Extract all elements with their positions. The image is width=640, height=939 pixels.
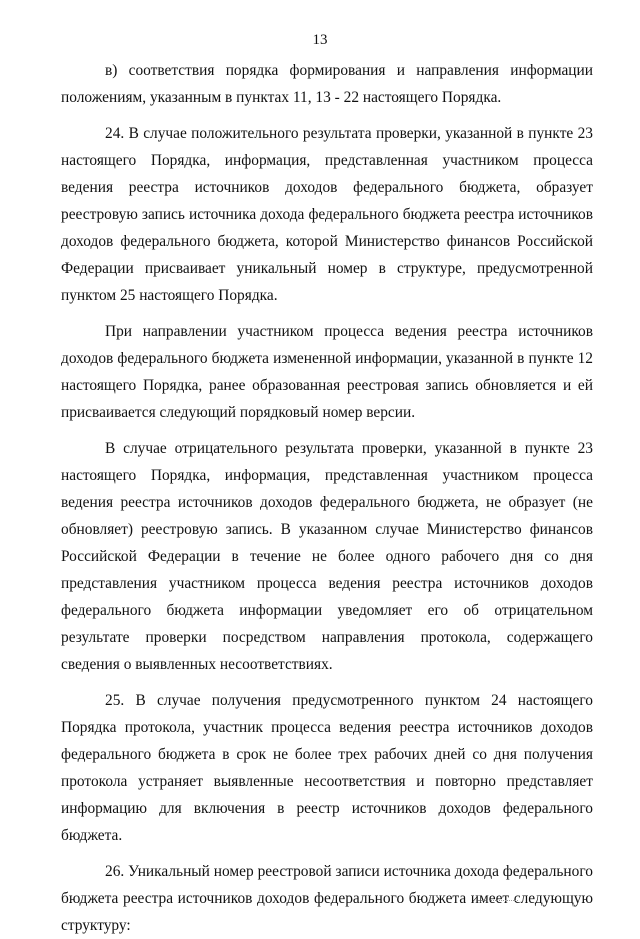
paragraph-changed-info: При направлении участником процесса ведения реестра источников доходов федерального бюджета измененной информации, указанной в пункте 12 настоящего Порядка, ранее образованная реестровая запись обновляется и ей присваивается следующий порядковый номер версии. [61,323,593,421]
paragraph-25: 25. В случае получения предусмотренного пунктом 24 настоящего Порядка протокола, участник процесса ведения реестра источников доходов федерального бюджета в срок не более трех рабочих дней со дня получения протокола устраняет выявленные несоответствия и повторно представляет информацию для включения в реестр источников доходов федерального бюджета. [61,692,593,844]
paragraph-26: 26. Уникальный номер реестровой записи источника дохода федерального бюджета реестра источников доходов федерального бюджета имеет следующую структуру: [61,863,593,934]
page-number: 13 [312,32,328,48]
paragraph-item-v: в) соответствия порядка формирования и направления информации положениям, указанным в пунктах 11, 13 - 22 настоящего Порядка. [61,62,593,106]
scan-artifact [478,900,518,902]
paragraph-negative-result: В случае отрицательного результата проверки, указанной в пункте 23 настоящего Порядка, информация, представленная участником процесса ведения реестра источников доходов федерального бюджета, не образует (не обновляет) реестровую запись. В указанном случае Министерство финансов Российской Федерации в течение не более одного рабочего дня со дня представления участником процесса ведения реестра источников доходов федерального бюджета информации уведомляет его об отрицательном результате проверки посредством направления протокола, содержащего сведения о выявленных несоответствиях. [61,440,593,673]
paragraph-24: 24. В случае положительного результата проверки, указанной в пункте 23 настоящего Порядка, информация, представленная участником процесса ведения реестра источников доходов федерального бюджета, образует реестровую запись источника дохода федерального бюджета реестра источников доходов федерального бюджета, которой Министерство финансов Российской Федерации присваивает уникальный номер в структуре, предусмотренной пунктом 25 настоящего Порядка. [61,125,593,304]
document-body [61,57,593,939]
